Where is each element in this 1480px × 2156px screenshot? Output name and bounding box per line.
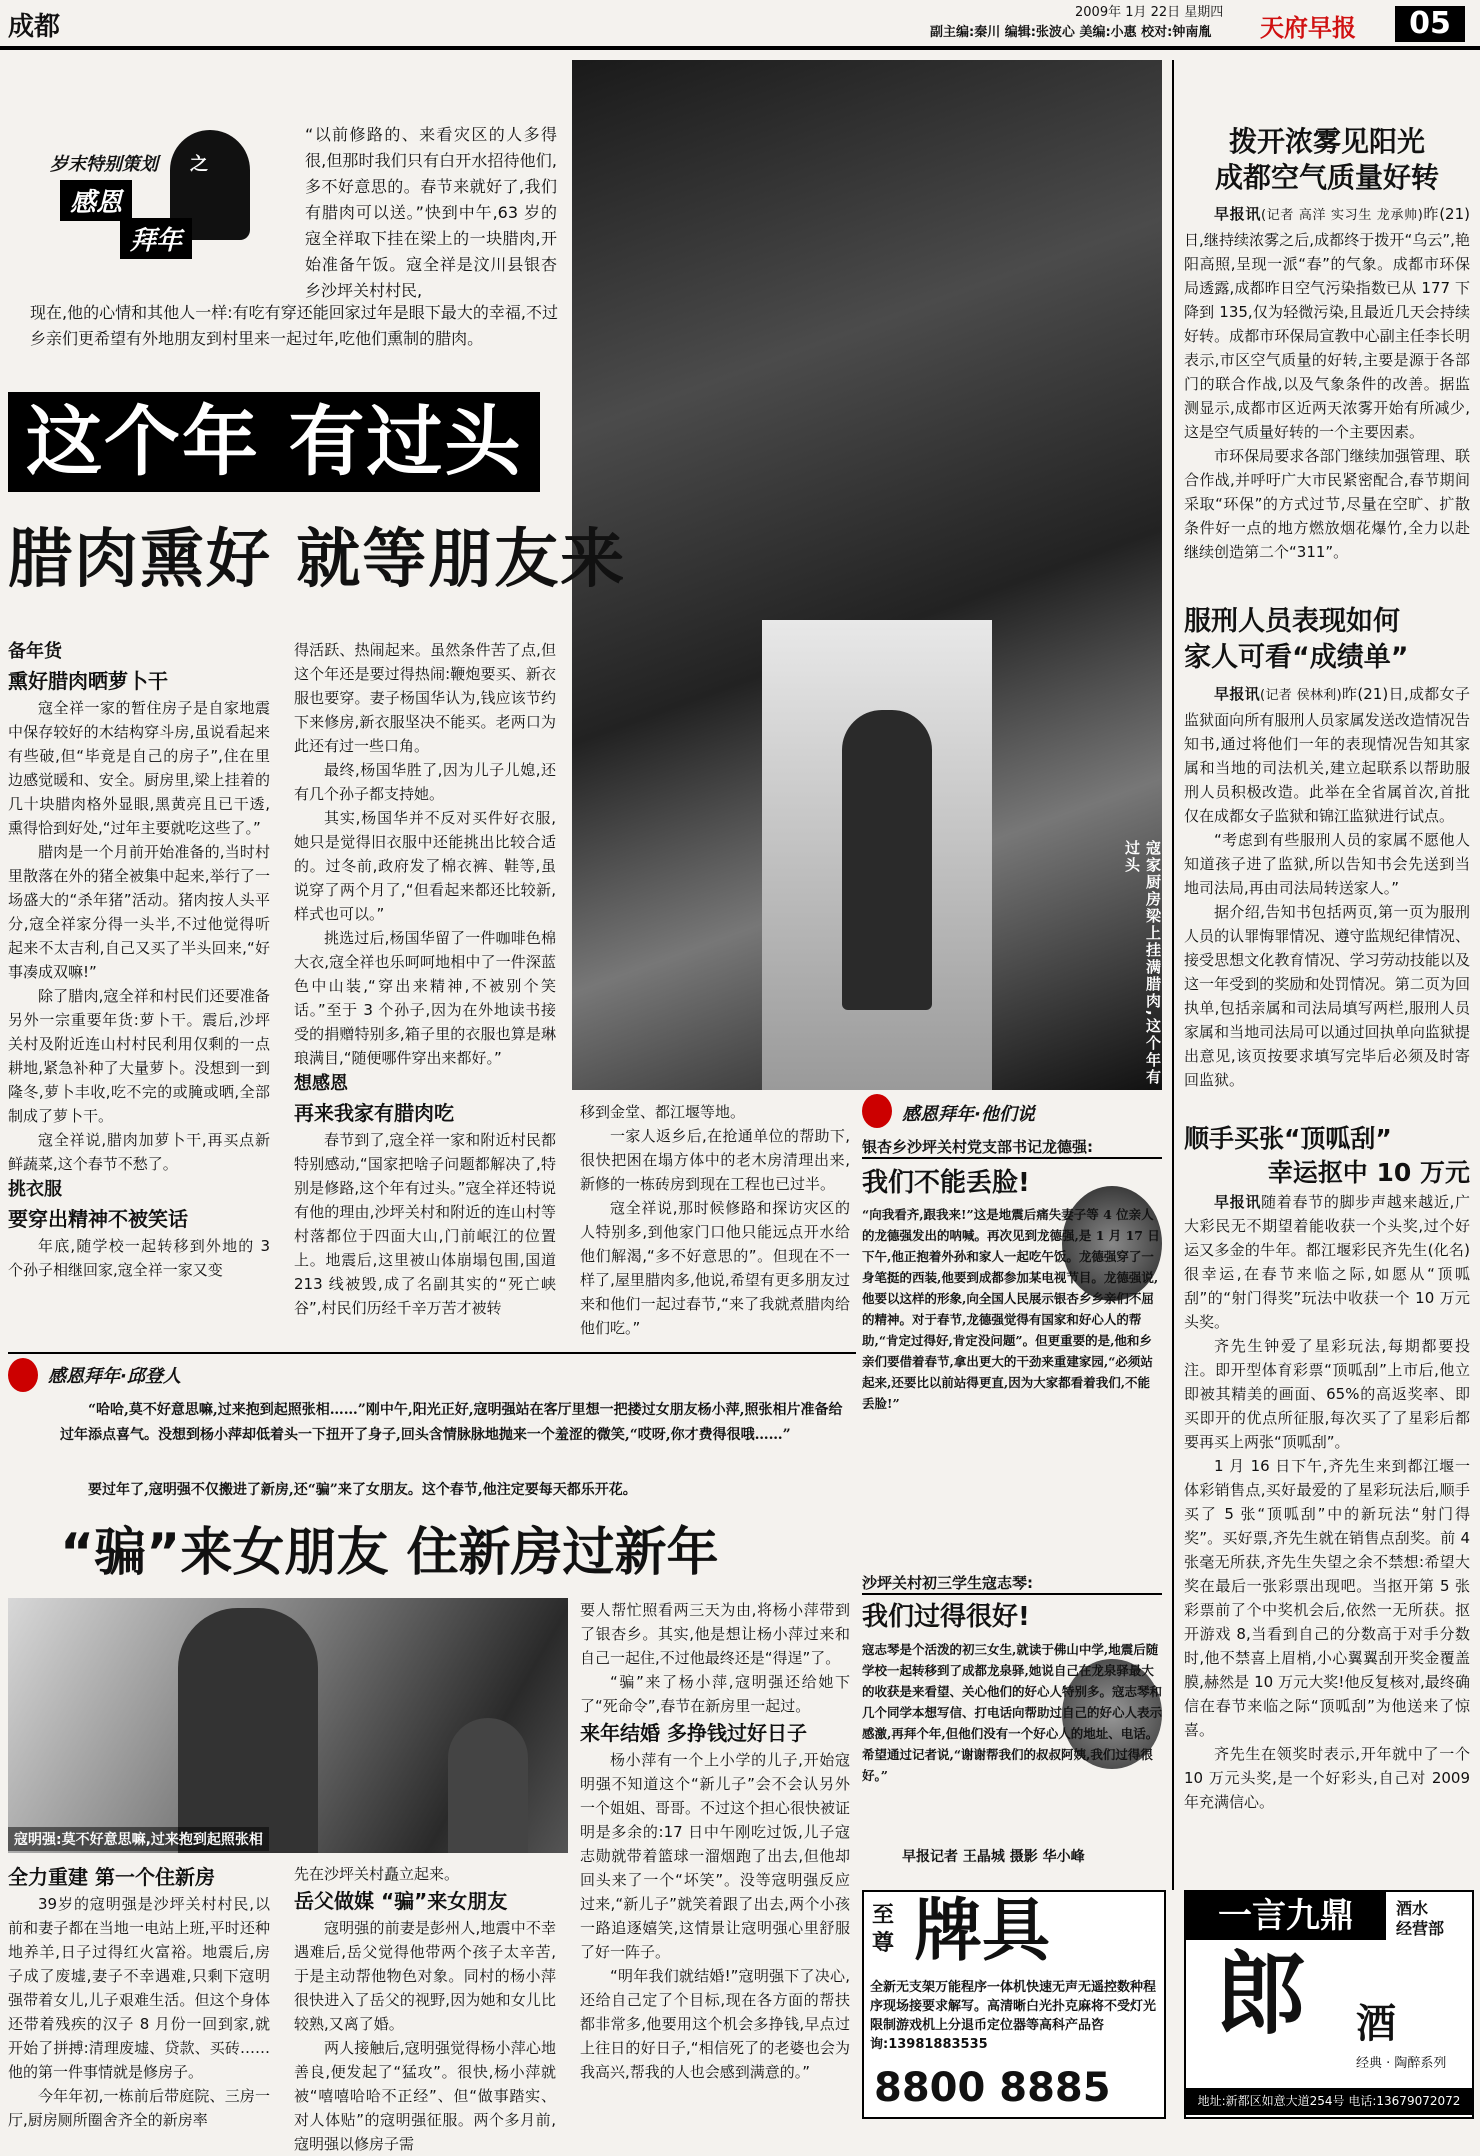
col2-p2: 最终,杨国华胜了,因为儿子儿媳,还有几个孙子都支持她。 <box>294 761 556 803</box>
col2-head: 再来我家有腊肉吃 <box>294 1101 454 1125</box>
col1-p3: 除了腊肉,寇全祥和村民们还要准备另外一宗重要年货:萝卜干。震后,沙坪关村及附近连山村村民利用仅剩的一点耕地,紧急补种了大量萝卜。没想到一到隆冬,萝卜丰收,吃不完的或腌或晒,全部制成了萝卜干。 <box>8 987 270 1125</box>
g2-col2-p3: 两人接触后,寇明强觉得杨小萍心地善良,便发起了“猛攻”。很快,杨小萍就被“嘻嘻哈哈不正经”、但“做事踏实、对人体贴”的寇明强征服。两个多月前,寇明强以修房子需 <box>294 2039 556 2153</box>
right-divider <box>1172 60 1174 1890</box>
ganen2-lead2: 要过年了,寇明强不仅搬进了新房,还“骗”来了女朋友。这个春节,他注定要每天都乐开花。 <box>88 1482 637 1498</box>
ganen-banner-1: 感恩拜年·他们说 <box>902 1104 1035 1125</box>
r1-body: 昨(21)日,继持续浓雾之后,成都终于拨开“乌云”,艳阳高照,呈现一派“春”的气象。成都市环保局透露,成都昨日空气污染指数已从 177 下降到 135,仅为轻微污染,且最近几天会持续好转。成都市环保局宣教中心副主任李长明表示,市区空气质量的好转,主要是源于各部门的联合作战,以及气象条件的改善。据监测显示,成都市区近两天浓雾开始有所减少,这是空气质量好转的一个主要因素。 <box>1184 205 1470 441</box>
r2-headline-1: 服刑人员表现如何 <box>1184 606 1400 637</box>
ganen2-col-1 <box>8 1862 270 2132</box>
header-rule <box>0 46 1480 50</box>
ad1-big: 牌具 <box>914 1892 1051 1971</box>
col2-p5: 春节到了,寇全祥一家和附近村民都特别感动,“国家把啥子问题都解决了,特别是修路,这个年有过头。”寇全祥还特说有他的理由,沙坪关村和附近的连山村等村落都位于四面大山,门前岷江的位置上。地震后,这里被山体崩塌包围,国道 213 线被毁,成了名副其实的“死亡峡谷”,村民们历经千辛万苦才被转 <box>294 1131 556 1317</box>
col2-p4: 挑选过后,杨国华留了一件咖啡色棉大衣,寇全祥也乐呵呵地相中了一件深蓝色中山装,“穿出来精神,不被别个笑话。”至于 3 个孙子,因为在外地读书接受的捐赠特别多,箱子里的衣服也算是琳琅满目,“随便哪件穿出来都好。” <box>294 929 556 1067</box>
special-name2: 拜年 <box>120 218 192 259</box>
r3-text-2: 齐先生钟爱了星彩玩法,每期都要投注。即开型体育彩票“顶呱刮”上市后,他立即被其精美的画面、65%的高返奖率、即买即开的优点所征服,每次买了了星彩后都要再买上两张“顶呱刮”。 <box>1184 1337 1470 1451</box>
ad1-small: 至尊 <box>872 1903 895 1956</box>
ganen2-lead: “哈哈,莫不好意思嘛,过来抱到起照张相……”刚中午,阳光正好,寇明强站在客厅里想一把搂过女朋友杨小萍,照张相片准备给过年添点喜气。没想到杨小萍却低着头一下扭开了身子,回头含情脉脉地抛来一个羞涩的微笑,“哎呀,你才费得很哦……” <box>60 1402 843 1443</box>
col1-kicker-1: 备年货 <box>8 641 62 662</box>
col2-p3: 其实,杨国华并不反对买件好衣服,她只是觉得旧衣服中还能挑出比较合适的。过冬前,政府发了棉衣裤、鞋等,虽说穿了两个月了,“但看起来都还比较新,样式也可以。” <box>294 809 556 923</box>
ad2-slogan: 一言九鼎 <box>1186 1892 1386 1940</box>
quote1-head: 银杏乡沙坪关村党支部书记龙德强: <box>862 1136 1162 1159</box>
r1-text-2: 市环保局要求各部门继续加强管理、联合作战,并呼吁广大市民紧密配合,春节期间采取“环保”的方式过节,尽量在空旷、扩散条件好一点的地方燃放烟花爆竹,全力以赴继续创造第二个“311”。 <box>1184 447 1470 561</box>
g2-col2-p1: 先在沙坪关村矗立起来。 <box>294 1865 460 1883</box>
ad2-tag: 经典 · 陶醉系列 <box>1356 2056 1447 2071</box>
right-col <box>1184 124 1470 1814</box>
lead-photo <box>572 60 1162 1090</box>
ganen2-col-2 <box>294 1862 556 2156</box>
r2-body: 昨(21)日,成都女子监狱面向所有服刑人员家属发送改造情况告知书,通过将他们一年的表现情况告知其家属和当地的司法机关,建立起联系以帮助服刑人员积极改造。此举在全省属首次,首批仅在成都女子监狱和锦江监狱进行试点。 <box>1184 685 1470 825</box>
ad-pai-ju <box>862 1890 1166 2119</box>
ganen2-photo-caption: 寇明强:莫不好意思嘛,过来抱到起照张相 <box>8 1827 269 1851</box>
g2-col3-p4: “明年我们就结婚!”寇明强下了决心,还给自己定了个目标,现在各方面的帮扶都非常多,他要用这个机会多挣钱,早点过上往日的好日子,“相信死了的老婆也会为我高兴,帮我的人也会感到满意的。” <box>580 1967 850 2081</box>
header-editors: 副主编:秦川 编辑:张波心 美编:小惠 校对:钟南胤 <box>930 25 1212 40</box>
g2-col2-p2: 寇明强的前妻是彭州人,地震中不幸遇难后,岳父觉得他带两个孩子太辛苦,于是主动帮他物色对象。同村的杨小萍很快进入了岳父的视野,因为她和女儿比较熟,又离了婚。 <box>294 1919 556 2033</box>
page-number: 05 <box>1395 6 1465 42</box>
ad1-text: 全新无支架万能程序一体机快速无声无遥控数种程序现场接要求解写。高清晰白光扑克麻将不受灯光限制游戏机上分退币定位器等高科产品咨询:13981883535 <box>870 1980 1157 2052</box>
g2-col1-head: 全力重建 第一个住新房 <box>8 1865 215 1889</box>
r2-headline-2: 家人可看“成绩单” <box>1184 642 1409 673</box>
r2-text <box>1184 682 1470 828</box>
ad2-brand: 郎 <box>1216 1942 1306 2047</box>
r1-lead: 早报讯 <box>1214 205 1261 223</box>
ganen2-banner-icon <box>8 1358 38 1392</box>
intro-text-2: 现在,他的心情和其他人一样:有吃有穿还能回家过年是眼下最大的幸福,不过乡亲们更希望有外地朋友到村里来一起过年,吃他们熏制的腊肉。 <box>30 303 558 348</box>
ad-lang-jiu <box>1184 1890 1474 2119</box>
r1-text <box>1184 202 1470 444</box>
ad2-addr: 地址:新都区如意大道254号 电话:13679072072 <box>1186 2088 1472 2115</box>
col2-p1: 得活跃、热闹起来。虽然条件苦了点,但这个年还是要过得热闹:鞭炮要买、新衣服也要穿。妻子杨国华认为,钱应该节约下来修房,新衣服坚决不能买。老两口为此还有过一些口角。 <box>294 641 556 755</box>
r3-headline-1: 顺手买张“顶呱刮” <box>1184 1124 1392 1153</box>
lead-photo-caption: 寇家厨房梁上挂满腊肉,这个年有过头 <box>1123 840 1162 1086</box>
header <box>0 0 1480 50</box>
col1-kicker-2: 挑衣服 <box>8 1179 62 1200</box>
r3-body: 随着春节的脚步声越来越近,广大彩民无不期望着能收获一个头奖,过个好运又多金的牛年。都江堰彩民齐先生(化名)很幸运,在春节来临之际,如愿从“顶呱刮”的“射门得奖”玩法中收获一个 10 万元头奖。 <box>1184 1193 1470 1331</box>
r2-lead: 早报讯 <box>1214 685 1261 703</box>
divider-ganen2 <box>8 1352 856 1354</box>
ganen2-headline: “骗”来女朋友 住新房过新年 <box>60 1523 719 1583</box>
g2-col2-head: 岳父做媒 “骗”来女朋友 <box>294 1889 508 1913</box>
man-figure <box>178 1608 318 1853</box>
g2-col3-p2: “骗”来了杨小萍,寇明强还给她下了“死命令”,春节在新房里一起过。 <box>580 1673 850 1715</box>
r2-text-3: 据介绍,告知书包括两页,第一页为服刑人员的认罪悔罪情况、遵守监规纪律情况、接受思想文化教育情况、学习劳动技能以及这一年受到的奖励和处罚情况。第二页为回执单,包括亲属和司法局填写两栏,服刑人员家属和当地司法局可以通过回执单向监狱提出意见,该页按要求填写完毕后必须及时寄回监狱。 <box>1184 903 1470 1089</box>
header-date: 2009年 1月 22日 星期四 <box>1075 5 1224 20</box>
r2-text-2: “考虑到有些服刑人员的家属不愿他人知道孩子进了监狱,所以告知书会先送到当地司法局,再由司法局转送家人。” <box>1184 831 1470 897</box>
r2-by: (记者 侯林利) <box>1260 688 1342 703</box>
ad2-sub1: 酒水 <box>1396 1899 1429 1918</box>
person-figure <box>842 710 932 1010</box>
ganen-banner-icon <box>862 1094 892 1128</box>
child-figure <box>448 1718 528 1853</box>
quote2-text: 寇志琴是个活泼的初三女生,就读于佛山中学,地震后随学校一起转移到了成都龙泉驿,她说自己在龙泉驿最大的收获是来看望、关心他们的好心人特别多。寇志琴和几个同学本想写信、打电话向帮助过自己的好心人表示感激,再拜个年,但他们没有一个好心人的地址、电话。希望通过记者说,“谢谢帮我们的叔叔阿姨,我们过得很好。” <box>862 1642 1163 1783</box>
col1-p4: 寇全祥说,腊肉加萝卜干,再买点新鲜蔬菜,这个春节不愁了。 <box>8 1131 270 1173</box>
section-label: 成都 <box>8 12 61 42</box>
ganen-banner-2: 感恩拜年·邱登人 <box>48 1366 181 1387</box>
col3-p1: 移到金堂、都江堰等地。 <box>580 1103 746 1121</box>
g2-col1-p1: 39岁的寇明强是沙坪关村村民,以前和妻子都在当地一电站上班,平时还种地养羊,日子过得红火富裕。地震后,房子成了废墟,妻子不幸遇难,只剩下寇明强带着女儿,儿子艰难生活。但这个身体还带着残疾的汉子 8 月份一回到家,就开始了拼搏:清理废墟、贷款、买砖……他的第一件事情就是修房子。 <box>8 1895 270 2081</box>
r3-headline-2: 幸运抠中 10 万元 <box>1267 1158 1470 1187</box>
r1-headline-1: 拨开浓雾见阳光 <box>1228 125 1425 158</box>
g2-col1-p2: 今年年初,一栋前后带庭院、三房一厅,厨房厕所圈舍齐全的新房率 <box>8 2087 270 2129</box>
col1-head-2: 要穿出精神不被笑话 <box>8 1207 188 1231</box>
quote1-text: “向我看齐,跟我来!”这是地震后痛失妻子等 4 位亲人的龙德强发出的呐喊。再次见到龙德强,是 1 月 17 日下午,他正抱着外孙和家人一起吃午饭。龙德强穿了一身笔挺的西装,他要到成都参加某电视节目。龙德强说,他要以这样的形象,向全国人民展示银杏乡乡亲们不屈的精神。对于春节,龙德强觉得有国家和好心人的帮助,“肯定过得好,肯定没问题”。但更重要的是,他和乡亲们要借着春节,拿出更大的干劲来重建家园,“必须站起来,还要比以前站得更直,因为大家都看着我们,不能丢脸!” <box>862 1207 1160 1411</box>
quote1-title: 我们不能丢脸! <box>862 1168 1030 1198</box>
col1-p2: 腊肉是一个月前开始准备的,当时村里散落在外的猪全被集中起来,举行了一场盛大的“杀年猪”活动。猪肉按人头平分,寇全祥家分得一头半,不过他觉得听起来不太吉利,自己又买了半头回来,“好事凑成双嘛!” <box>8 843 270 981</box>
quote2-head: 沙坪关村初三学生寇志琴: <box>862 1572 1162 1595</box>
r3-text-4: 齐先生在领奖时表示,开年就中了一个 10 万元头奖,是一个好彩头,自己对 2009 年充满信心。 <box>1184 1745 1470 1811</box>
col1-p1: 寇全祥一家的暂住房子是自家地震中保存较好的木结构穿斗房,虽说看起来有些破,但“毕竟是自己的房子”,住在里边感觉暖和、安全。厨房里,梁上挂着的几十块腊肉格外显眼,黑黄亮且已干透,熏得恰到好处,“过年主要就吃这些了。” <box>8 699 270 837</box>
intro-text-1: “以前修路的、来看灾区的人多得很,但那时我们只有白开水招待他们,多不好意思的。春节来就好了,我们有腊肉可以送。”快到中午,63 岁的寇全祥取下挂在梁上的一块腊肉,开始准备午饭。寇全祥是汶川县银杏乡沙坪关村村民, <box>305 125 557 300</box>
col2-kicker: 想感恩 <box>294 1073 348 1094</box>
r3-lead: 早报讯 <box>1214 1193 1262 1211</box>
col3-p3: 寇全祥说,那时候修路和探访灾区的人特别多,到他家门口他只能远点开水给他们解渴,“多不好意思的”。但现在不一样了,屋里腊肉多,他说,希望有更多朋友过来和他们一起过春节,“来了我就煮腊肉给他们吃。” <box>580 1199 850 1337</box>
r3-text-3: 1 月 16 日下午,齐先生来到都江堰一体彩销售点,买好最爱的了星彩玩法后,顺手买了 5 张“顶呱刮”中的新玩法“射门得奖”。买好票,齐先生就在销售点刮奖。前 4 张毫无所获,齐先生失望之余不禁想:希望大奖在最后一张彩票出现吧。当抠开第 5 张彩票前了个中奖机会后,依然一无所获。抠开游戏 8,当看到自己的分数高于对手分数时,他不禁喜上眉梢,小心翼翼刮开奖金覆盖膜,赫然是 10 万元大奖!他反复核对,最终确信在春节来临之际“顶呱刮”为他送来了惊喜。 <box>1184 1457 1470 1739</box>
g2-col3-p1: 要人帮忙照看两三天为由,将杨小萍带到了银杏乡。其实,他是想让杨小萍过来和自己一起住,不过他最终还是“得逞”了。 <box>580 1601 850 1667</box>
main-col-3 <box>580 1100 850 1340</box>
g2-col3-p3: 杨小萍有一个上小学的儿子,开始寇明强不知道这个“新儿子”会不会认另外一个姐姐、哥哥。不过这个担心很快被证明是多余的:17 日中午刚吃过饭,儿子寇志勋就带着篮球一溜烟跑了出去,但他却回头来了一个“坏笑”。没等寇明强反应过来,“新儿子”就笑着跟了出去,两个小孩一路追逐嬉笑,这情景让寇明强心里舒服了好一阵子。 <box>580 1751 851 1961</box>
paper-name: 天府早报 <box>1260 14 1356 42</box>
ad1-phone: 8800 8885 <box>874 2065 1111 2111</box>
special-of: 之 <box>190 154 208 175</box>
r1-by: (记者 高洋 实习生 龙承帅) <box>1261 208 1423 223</box>
main-headline: 这个年 有过头 <box>8 392 540 492</box>
ganen-quotes <box>862 1094 1162 1884</box>
quote2-title: 我们过得很好! <box>862 1602 1030 1632</box>
special-badge <box>30 120 270 256</box>
special-name1: 感恩 <box>60 180 132 221</box>
main-subhead: 腊肉熏好 就等朋友来 <box>8 523 627 597</box>
special-tag: 岁末特别策划 <box>50 154 158 175</box>
r1-headline-2: 成都空气质量好转 <box>1214 161 1439 194</box>
col1-head-1: 熏好腊肉晒萝卜干 <box>8 669 168 693</box>
g2-col3-head: 来年结婚 多挣钱过好日子 <box>580 1721 807 1745</box>
col3-p2: 一家人返乡后,在抢通单位的帮助下,很快把困在塌方体中的老木房清理出来,新修的一栋砖房到现在工程也已过半。 <box>580 1127 850 1193</box>
r3-text <box>1184 1190 1470 1334</box>
ad2-sub2: 经营部 <box>1396 1919 1445 1938</box>
ganen2-col-3 <box>580 1598 850 2084</box>
ganen2-photo <box>8 1598 568 1853</box>
ad2-brand2: 酒 <box>1356 2001 1396 2047</box>
main-col-2 <box>294 638 556 1320</box>
quote-byline: 早报记者 王晶城 摄影 华小峰 <box>902 1849 1085 1865</box>
main-col-1 <box>8 638 270 1282</box>
col1-p5: 年底,随学校一起转移到外地的 3 个孙子相继回家,寇全祥一家又变 <box>8 1237 270 1279</box>
